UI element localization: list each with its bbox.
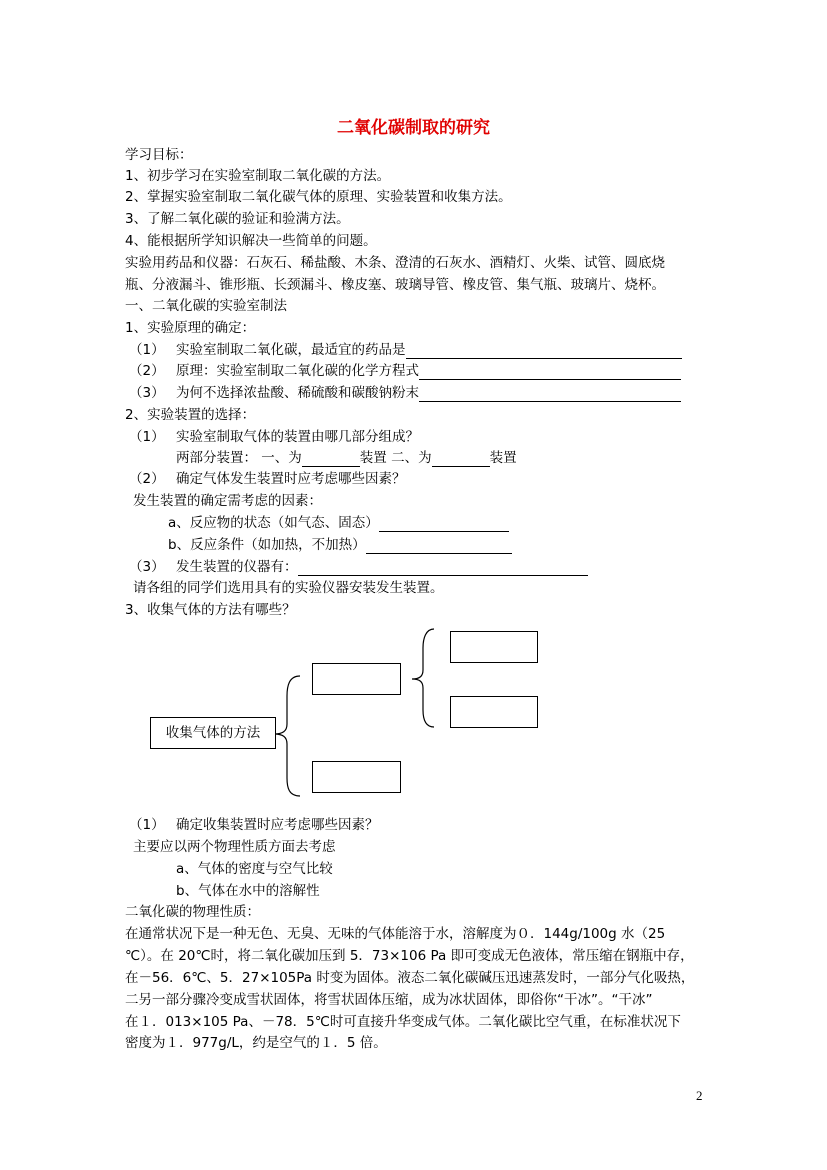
properties-line: 在１．013×105 Pa、－78．5℃时可直接升华变成气体。二氧化碳比空气重，在标准状况下 xyxy=(125,1014,681,1030)
question-number: （1） xyxy=(129,342,165,358)
method-answer-box[interactable] xyxy=(450,631,538,663)
property-b: b、气体在水中的溶解性 xyxy=(176,883,320,899)
properties-line: 密度为１．977g/L，约是空气的１．5 倍。 xyxy=(125,1035,387,1051)
question-number: （2） xyxy=(129,471,165,487)
page-number: 2 xyxy=(696,1088,703,1103)
objectives-heading: 学习目标： xyxy=(125,147,193,163)
question-number: （3） xyxy=(129,385,165,401)
question-text: 为何不选择浓盐酸、稀硫酸和碳酸钠粉末 xyxy=(176,385,419,401)
apparatus-heading: 2、实验装置的选择： xyxy=(125,407,256,423)
objective-item: 2、掌握实验室制取二氧化碳气体的原理、实验装置和收集方法。 xyxy=(125,189,512,205)
factor-text: a、反应物的状态（如气态、固态） xyxy=(168,515,379,531)
materials-line: 实验用药品和仪器：石灰石、稀盐酸、木条、澄清的石灰水、酒精灯、火柴、试管、圆底烧 xyxy=(125,255,665,271)
collection-methods-label: 收集气体的方法 xyxy=(165,725,261,741)
materials-line: 瓶、分液漏斗、锥形瓶、长颈漏斗、橡皮塞、玻璃导管、橡皮管、集气瓶、玻璃片、烧杯。 xyxy=(125,277,665,293)
collection-heading: 3、收集气体的方法有哪些？ xyxy=(125,602,296,618)
question-number: （1） xyxy=(129,429,165,445)
instruction-text: 请各组的同学们选用具有的实验仪器安装发生装置。 xyxy=(133,580,444,596)
question-number: （3） xyxy=(129,559,165,575)
collection-question-1: 确定收集装置时应考虑哪些因素？ xyxy=(176,817,379,833)
properties-line: 二另一部分骤冷变成雪状固体，将雪状固体压缩，成为冰状固体，即俗你“干冰”。“干冰” xyxy=(125,992,653,1008)
parts-text: 装置 二、为 xyxy=(359,450,432,466)
property-a: a、气体的密度与空气比较 xyxy=(176,861,333,877)
collection-main-text: 主要应以两个物理性质方面去考虑 xyxy=(133,839,336,855)
objective-item: 4、能根据所学知识解决一些简单的问题。 xyxy=(125,233,377,249)
parts-text: 装置 xyxy=(489,450,517,466)
properties-line: ℃）。在 20℃时，将二氧化碳加压到 5．73×106 Pa 即可变成无色液体，常压缩在钢瓶中存， xyxy=(125,948,694,964)
apparatus-question-2: 确定气体发生装置时应考虑哪些因素？ xyxy=(176,471,406,487)
question-number: （1） xyxy=(129,817,165,833)
method-answer-box[interactable] xyxy=(312,761,401,793)
page-title: 二氧化碳制取的研究 xyxy=(337,118,490,138)
properties-line: 在通常状况下是一种无色、无臭、无味的气体能溶于水，溶解度为０．144g/100g 水（25 xyxy=(125,926,666,942)
properties-heading: 二氧化碳的物理性质： xyxy=(125,904,260,920)
factors-heading: 发生装置的确定需考虑的因素： xyxy=(133,493,322,509)
principle-heading: 1、实验原理的确定： xyxy=(125,320,256,336)
factor-text: b、反应条件（如加热，不加热） xyxy=(168,537,366,553)
parts-text: 两部分装置： 一、为 xyxy=(176,450,302,466)
apparatus-question-1: 实验室制取气体的装置由哪几部分组成？ xyxy=(176,429,419,445)
section-heading: 一、二氧化碳的实验室制法 xyxy=(125,298,287,314)
question-text: 发生装置的仪器有： xyxy=(176,559,298,575)
question-number: （2） xyxy=(129,363,165,379)
method-answer-box[interactable] xyxy=(312,663,401,695)
question-text: 实验室制取二氧化碳，最适宜的药品是 xyxy=(176,342,406,358)
objective-item: 3、了解二氧化碳的验证和验满方法。 xyxy=(125,211,350,227)
properties-line: 在－56．6℃、5．27×105Pa 时变为固体。液态二氧化碳碱压迅速蒸发时，一部分气化吸热， xyxy=(125,970,695,986)
question-text: 原理：实验室制取二氧化碳的化学方程式 xyxy=(176,363,419,379)
objective-item: 1、初步学习在实验室制取二氧化碳的方法。 xyxy=(125,168,391,184)
method-answer-box[interactable] xyxy=(450,696,538,728)
